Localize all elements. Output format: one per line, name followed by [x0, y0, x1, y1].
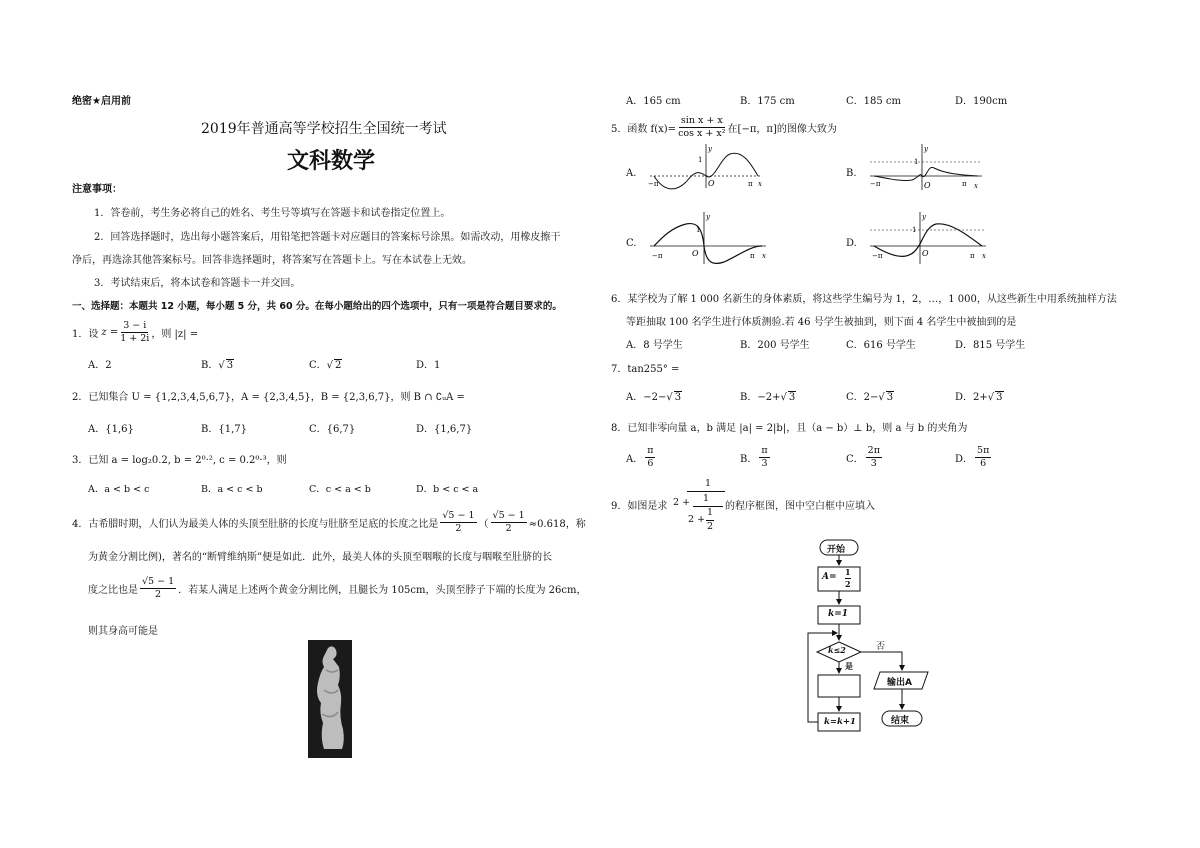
q4-text-e: ．若某人满足上述两个黄金分割比例，且腿长为 105cm，头顶至脖子下端的长度为 26cm，	[178, 584, 587, 596]
golden-ratio-num: √5 − 1	[442, 509, 475, 521]
q4-text-d: 度之比也是	[88, 584, 138, 596]
secret-label: 绝密★启用前	[72, 96, 131, 107]
q1-z-eq: z =	[101, 326, 119, 338]
pi-label: π	[750, 252, 755, 260]
q6-option-c: C．616 号学生	[846, 340, 916, 351]
q5-option-b-label: B.	[846, 168, 857, 179]
graph-option-c	[646, 210, 770, 269]
q2-option-d: D．{1,6,7}	[416, 424, 473, 435]
q1-option-b: B．√ 3	[201, 360, 234, 371]
graph-option-b	[866, 142, 986, 195]
exam-title: 2019年普通高等学校招生全国统一考试	[201, 121, 447, 137]
q7-option-a-label: A．−2−	[626, 392, 667, 403]
q1-option-b-radicand: 3	[226, 360, 234, 371]
question-5	[611, 112, 837, 142]
notice-item: 净后，再选涂其他答案标号。回答非选择题时，将答案写在答题卡上。写在本试卷上无效。	[72, 255, 472, 266]
q8-option-a	[626, 442, 657, 472]
q8-option-d-frac	[975, 445, 991, 470]
q1-option-c-label: C．	[309, 360, 327, 371]
axis-one-label: 1	[912, 226, 917, 234]
flow-half-den: 2	[845, 579, 851, 589]
question-4-line1	[72, 508, 586, 536]
q7-option-c: C．2−√ 3	[846, 392, 894, 403]
flow-k-init: k=1	[828, 609, 849, 619]
q5-prefix: 5．函数 f(x)=	[611, 123, 677, 135]
origin-label: O	[708, 179, 715, 188]
graph-option-a	[646, 142, 766, 193]
q4-option-c: C．185 cm	[846, 96, 901, 107]
flow-end: 结束	[891, 716, 910, 726]
golden-ratio-fraction	[440, 510, 476, 535]
origin-label: O	[922, 249, 929, 258]
golden-ratio-den: 2	[155, 588, 162, 600]
question-7: 7．tan255° =	[611, 364, 680, 375]
cf-one: 1	[705, 478, 712, 489]
q8-option-c	[846, 442, 884, 472]
q7-radicand: 3	[674, 392, 682, 403]
pi-label: π	[962, 180, 967, 188]
q7-option-d: D．2+√ 3	[955, 392, 1003, 403]
flow-half-num: 1	[845, 567, 851, 577]
neg-pi-label: −π	[872, 252, 883, 260]
q3-option-d: D．b < c < a	[416, 484, 479, 495]
axis-x-label: x	[982, 252, 986, 260]
flow-no-label: 否	[876, 642, 886, 652]
q1-option-c: C．√ 2	[309, 360, 342, 371]
axis-y-label: y	[924, 145, 928, 153]
q7-option-d-label: D．2+	[955, 392, 988, 403]
q2-option-a: A．{1,6}	[88, 424, 134, 435]
q9-tail: 的程序框图，图中空白框中应填入	[725, 501, 875, 512]
q5-option-c-label: C.	[626, 238, 637, 249]
axis-x-label: x	[762, 252, 766, 260]
flow-increment: k=k+1	[824, 717, 856, 727]
golden-ratio-fraction	[491, 510, 527, 535]
q8-option-a-label: A．	[626, 453, 644, 465]
q6-option-d: D．815 号学生	[955, 340, 1026, 351]
flow-output: 输出A	[887, 678, 912, 688]
question-6-line2: 等距抽取 100 名学生进行体质测验.若 46 号学生被抽到，则下面 4 名学生中被抽到的是	[626, 317, 1017, 328]
question-4-line3	[88, 574, 587, 602]
q8-option-b-frac	[759, 445, 769, 470]
q8-c-den: 3	[870, 457, 877, 469]
notice-item: 2．回答选择题时，选出每小题答案后，用铅笔把答题卡对应题目的答案标号涂黑。如需改动，用橡皮擦干	[94, 232, 561, 243]
question-2: 2．已知集合 U = {1,2,3,4,5,6,7}，A = {2,3,4,5}，B = {2,3,6,7}，则 B ∩ ∁ᵤA =	[72, 392, 465, 403]
flowchart	[796, 537, 946, 737]
golden-ratio-num: √5 − 1	[142, 575, 175, 587]
q7-option-b: B．−2+√ 3	[740, 392, 796, 403]
q7-option-a: A．−2−√ 3	[626, 392, 682, 403]
notice-item: 3．考试结束后，将本试卷和答题卡一并交回。	[94, 278, 301, 289]
neg-pi-label: −π	[870, 180, 881, 188]
question-1	[72, 318, 198, 346]
q8-c-num: 2π	[867, 444, 880, 456]
q8-d-den: 6	[980, 457, 987, 469]
q1-option-a: A．2	[88, 360, 112, 371]
cf-half-den: 2	[707, 521, 714, 532]
flow-condition: k≤2	[828, 645, 846, 655]
q8-option-c-frac	[866, 445, 882, 470]
q5-tail: 在[−π，π]的图像大致为	[727, 123, 837, 135]
q1-denominator: 1 + 2i	[120, 332, 150, 344]
q4-text-a: 4．古希腊时期，人们认为最美人体的头顶至肚脐的长度与肚脐至足底的长度之比是	[72, 518, 439, 530]
q1-fraction	[120, 320, 149, 345]
origin-label: O	[924, 181, 931, 190]
section-heading: 一、选择题：本题共 12 小题，每小题 5 分，共 60 分。在每小题给出的四个选项中，只有一项是符合题目要求的。	[72, 301, 562, 312]
cf-inner-one: 1	[703, 493, 710, 504]
q1-tail: ，则 |z| =	[151, 328, 199, 340]
q5-option-a-label: A.	[626, 168, 637, 179]
pi-label: π	[748, 180, 753, 188]
q8-a-num: π	[647, 444, 654, 456]
axis-one-label: 1	[698, 156, 703, 164]
q4-text-b: （	[478, 518, 489, 530]
q8-option-a-frac	[645, 445, 655, 470]
notice-heading: 注意事项：	[72, 184, 122, 195]
origin-label: O	[692, 249, 699, 258]
q9-continued-fraction	[673, 476, 725, 534]
q7-radicand: 3	[788, 392, 796, 403]
q3-option-a: A．a < b < c	[88, 484, 150, 495]
q8-option-d	[955, 442, 993, 472]
axis-x-label: x	[974, 182, 978, 190]
q2-option-b: B．{1,7}	[201, 424, 247, 435]
axis-y-label: y	[708, 145, 712, 153]
q9-prefix: 9．如图是求	[611, 501, 668, 512]
neg-pi-label: −π	[652, 252, 663, 260]
q4-option-b: B．175 cm	[740, 96, 795, 107]
q5-denominator: cos x + x²	[678, 127, 726, 139]
question-4-line2: 为黄金分割比例)，著名的“断臂维纳斯”便是如此．此外，最美人体的头顶至咽喉的长度与咽喉至肚脐的长	[88, 552, 553, 563]
flow-yes-label: 是	[845, 662, 853, 671]
question-8: 8．已知非零向量 a，b 满足 |a| = 2|b|，且（a − b）⊥ b，则 a 与 b 的夹角为	[611, 423, 968, 434]
q4-option-a: A．165 cm	[626, 96, 681, 107]
axis-y-label: y	[922, 213, 926, 221]
venus-statue-image	[308, 640, 352, 758]
q5-numerator: sin x + x	[680, 114, 723, 126]
q4-option-d: D．190cm	[955, 96, 1008, 107]
q7-radicand: 3	[996, 392, 1003, 403]
golden-ratio-den: 2	[455, 522, 462, 534]
q8-b-den: 3	[761, 457, 768, 469]
cf-bar	[687, 491, 725, 492]
q1-option-d: D．1	[416, 360, 441, 371]
question-3: 3．已知 a = log₂0.2, b = 2⁰·², c = 0.2⁰·³，则	[72, 455, 287, 466]
q5-fraction	[678, 115, 725, 140]
notice-item: 1．答卷前，考生务必将自己的姓名、考生号等填写在答题卡和试卷指定位置上。	[94, 208, 451, 219]
axis-one-label: 1	[914, 158, 919, 166]
q8-option-b-label: B．	[740, 453, 758, 465]
q7-option-c-label: C．2−	[846, 392, 879, 403]
q8-d-num: 5π	[977, 444, 990, 456]
q1-option-b-label: B．	[201, 360, 219, 371]
axis-one-label: 1	[696, 226, 701, 234]
q6-option-a: A．8 号学生	[626, 340, 683, 351]
q8-option-d-label: D．	[955, 453, 974, 465]
q8-option-c-label: C．	[846, 453, 864, 465]
cf-half-num: 1	[707, 507, 714, 518]
cf-two: 2 +	[673, 497, 691, 508]
q7-option-b-label: B．−2+	[740, 392, 781, 403]
q6-option-b: B．200 号学生	[740, 340, 810, 351]
graph-option-d	[866, 210, 990, 269]
flow-start: 开始	[827, 545, 846, 555]
q1-option-c-radicand: 2	[335, 360, 342, 371]
q7-radicand: 3	[886, 392, 894, 403]
golden-ratio-den: 2	[505, 522, 512, 534]
question-4-line4: 则其身高可能是	[88, 626, 158, 637]
q8-b-num: π	[761, 444, 768, 456]
q4-text-c: ≈0.618，称	[528, 518, 586, 530]
cf-inner-two: 2 +	[688, 514, 706, 525]
golden-ratio-fraction	[140, 576, 176, 601]
q8-a-den: 6	[647, 457, 654, 469]
q1-prefix: 1．设	[72, 328, 99, 340]
axis-x-label: x	[758, 180, 762, 188]
flow-assign-a: A=	[822, 572, 837, 582]
question-6-line1: 6．某学校为了解 1 000 名新生的身体素质，将这些学生编号为 1，2，…，1 000，从这些新生中用系统抽样方法	[611, 294, 1117, 305]
axis-y-label: y	[706, 213, 710, 221]
neg-pi-label: −π	[648, 180, 659, 188]
q3-option-b: B．a < c < b	[201, 484, 263, 495]
golden-ratio-num: √5 − 1	[492, 509, 525, 521]
q3-option-c: C．c < a < b	[309, 484, 371, 495]
pi-label: π	[970, 252, 975, 260]
q2-option-c: C．{6,7}	[309, 424, 356, 435]
q1-numerator: 3 − i	[123, 319, 147, 331]
q5-option-d-label: D.	[846, 238, 857, 249]
subject-title: 文科数学	[287, 149, 376, 174]
q8-option-b	[740, 442, 772, 472]
